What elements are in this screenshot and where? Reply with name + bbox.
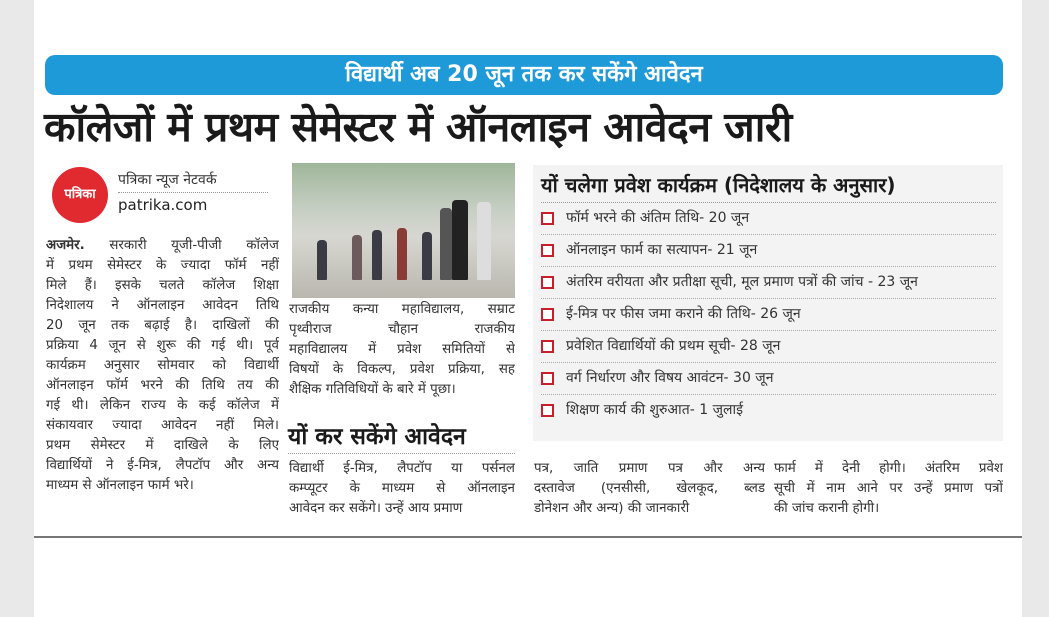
text-line: सूची में नाम आने पर उन्हें प्रमाण पत्रों <box>774 481 1003 496</box>
text-line: माध्यम से ऑनलाइन फार्म भरे। <box>46 478 194 493</box>
article-column-2-continued <box>289 459 515 519</box>
text-line: प्रक्रिया 4 जून से शुरू की गई थी। पूर्व <box>46 338 279 353</box>
text-line: ऑनलाइन फॉर्म भरने की तिथि तय की <box>46 378 279 393</box>
square-bullet-icon <box>541 308 554 321</box>
schedule-item-text: शिक्षण कार्य की शुरुआत- 1 जुलाई <box>566 402 743 418</box>
schedule-item-text: ई-मित्र पर फीस जमा कराने की तिथि- 26 जून <box>566 306 801 322</box>
square-bullet-icon <box>541 404 554 417</box>
text-line: पत्र, जाति प्रमाण पत्र और अन्य <box>534 461 765 476</box>
schedule-item-text: प्रवेशित विद्यार्थियों की प्रथम सूची- 28 जून <box>566 338 781 354</box>
text-line: मिले हैं। इसके चलते कॉलेज शिक्षा <box>46 278 279 293</box>
schedule-list <box>533 203 1003 426</box>
article-column-1 <box>46 236 279 496</box>
schedule-item <box>541 395 996 426</box>
square-bullet-icon <box>541 372 554 385</box>
text-line: कार्यक्रम अनुसार सोमवार को विद्यार्थी <box>46 358 279 373</box>
text-line: दस्तावेज (एनसीसी, खेलकूद, ब्लड <box>534 481 765 496</box>
text-line: पृथ्वीराज चौहान राजकीय <box>289 322 515 337</box>
patrika-logo: पत्रिका <box>52 167 108 223</box>
article-column-3 <box>534 459 765 519</box>
text-line: प्रथम सेमेस्टर में दाखिले के लिए <box>46 438 279 453</box>
article-column-2 <box>289 300 515 400</box>
schedule-item <box>541 235 996 267</box>
dateline: अजमेर. <box>46 238 85 253</box>
text-line: डोनेशन और अन्य) की जानकारी <box>534 501 690 516</box>
text-line: में प्रथम सेमेस्टर के ज्यादा फॉर्म नहीं <box>46 258 279 273</box>
square-bullet-icon <box>541 244 554 257</box>
text-line: की जांच करानी होगी। <box>774 501 880 516</box>
square-bullet-icon <box>541 340 554 353</box>
square-bullet-icon <box>541 276 554 289</box>
subheading: यों कर सकेंगे आवेदन <box>288 419 515 454</box>
schedule-box <box>533 165 1003 441</box>
text-line: महाविद्यालय में प्रवेश समितियों से <box>289 342 515 357</box>
article-column-4 <box>774 459 1003 519</box>
text-line: विद्यार्थी ई-मित्र, लैपटॉप या पर्सनल <box>289 461 515 476</box>
text-line <box>46 236 279 256</box>
news-photo <box>292 163 515 298</box>
text-line: विषयों के विकल्प, प्रवेश प्रक्रिया, सह <box>289 362 515 377</box>
byline <box>118 170 268 214</box>
text-line: कम्प्यूटर के माध्यम से ऑनलाइन <box>289 481 515 496</box>
byline-divider <box>118 192 268 193</box>
schedule-item-text: फॉर्म भरने की अंतिम तिथि- 20 जून <box>566 210 750 226</box>
byline-site: patrika.com <box>118 196 208 214</box>
text-line: 20 जून तक बढ़ाई है। दाखिलों की <box>46 318 279 333</box>
text-line: राजकीय कन्या महाविद्यालय, सम्राट <box>289 302 515 317</box>
schedule-item-text: ऑनलाइन फार्म का सत्यापन- 21 जून <box>566 242 758 258</box>
byline-network: पत्रिका न्यूज नेटवर्क <box>118 172 217 188</box>
square-bullet-icon <box>541 212 554 225</box>
text-line: विद्यार्थियों ने ई-मित्र, लैपटॉप और अन्य <box>46 458 279 473</box>
text-line: गई थी। लेकिन राज्य के कई कॉलेज में <box>46 398 279 413</box>
text-line: निदेशालय ने ऑनलाइन आवेदन तिथि <box>46 298 279 313</box>
text-line-rest: सरकारी यूजी-पीजी कॉलेज <box>84 238 279 253</box>
headline: कॉलेजों में प्रथम सेमेस्टर में ऑनलाइन आवेदन जारी <box>44 103 792 151</box>
schedule-item <box>541 299 996 331</box>
bottom-rule <box>34 536 1022 538</box>
text-line: फार्म में देनी होगी। अंतरिम प्रवेश <box>774 461 1003 476</box>
schedule-item <box>541 267 996 299</box>
schedule-title: यों चलेगा प्रवेश कार्यक्रम (निदेशालय के अनुसार) <box>541 171 996 203</box>
text-line: आवेदन कर सकेंगे। उन्हें आय प्रमाण <box>289 501 463 516</box>
text-line: शैक्षिक गतिविधियों के बारे में पूछा। <box>289 382 456 397</box>
schedule-item-text: अंतरिम वरीयता और प्रतीक्षा सूची, मूल प्रमाण पत्रों की जांच - 23 जून <box>566 274 918 290</box>
text-line: संकायवार ज्यादा आवेदन नहीं मिले। <box>46 418 279 433</box>
kicker-banner: विद्यार्थी अब 20 जून तक कर सकेंगे आवेदन <box>45 55 1003 95</box>
schedule-item <box>541 203 996 235</box>
schedule-item-text: वर्ग निर्धारण और विषय आवंटन- 30 जून <box>566 370 774 386</box>
schedule-item <box>541 363 996 395</box>
schedule-item <box>541 331 996 363</box>
